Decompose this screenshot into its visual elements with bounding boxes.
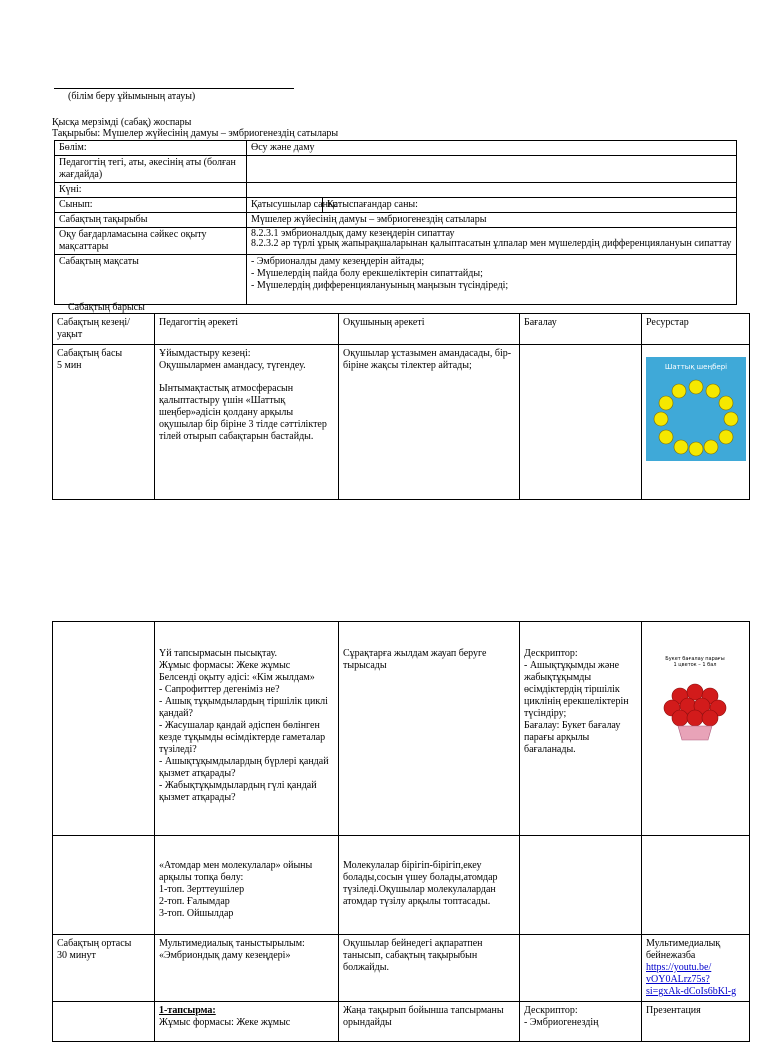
assessment-cell <box>520 1002 642 1042</box>
info-table <box>54 140 737 305</box>
resource-label: Мультимедиалық бейнежазба <box>646 938 721 961</box>
bouquet-caption: 1 цветок – 1 бал <box>673 662 717 668</box>
info-value <box>247 156 737 183</box>
teacher-line: Жұмыс формасы: Жеке жұмыс <box>159 1017 291 1028</box>
info-label: Сынып: <box>55 198 247 213</box>
goal-line: - Эмбрионалды даму кезеңдерін айтады; <box>251 256 425 267</box>
teacher-line: - Жабықтұқымдылардың гүлі қандай қызмет атқарады? <box>159 780 317 803</box>
org-caption: (білім беру ұйымының атауы) <box>68 91 196 102</box>
lesson-table-continued <box>52 621 750 1042</box>
assessment-line: Бағалау: Букет бағалау парағы арқылы бағаланады. <box>524 720 621 755</box>
info-value: Өсу және даму <box>247 141 737 156</box>
stage-cell <box>53 836 155 935</box>
info-label: Сабақтың тақырыбы <box>55 213 247 228</box>
stage-cell <box>53 1002 155 1042</box>
teacher-cell <box>155 935 339 1002</box>
lesson-table <box>52 313 750 500</box>
table-row <box>53 622 750 836</box>
table-row <box>55 255 737 305</box>
teacher-line: 2-топ. Ғалымдар <box>159 896 230 907</box>
resource-cell <box>642 1002 750 1042</box>
header-stage: Сабақтың кезеңі/ уақыт <box>53 314 155 345</box>
student-cell <box>339 1002 520 1042</box>
table-row <box>53 345 750 500</box>
student-cell <box>339 935 520 1002</box>
info-label: Оқу бағдарламасына сәйкес оқыту мақсаттары <box>55 228 247 255</box>
header-student: Оқушының әрекеті <box>339 314 520 345</box>
teacher-line: 1-топ. Зерттеушілер <box>159 884 245 895</box>
objective-line: 8.2.3.2 әр түрлі ұрық жапырақшаларынан қалыптасатын ұлпалар мен мүшелердің дифференциялануын сипаттау <box>251 238 732 249</box>
video-link[interactable]: https://youtu.be/ <box>646 962 712 973</box>
table-row <box>55 141 737 156</box>
goal-line: - Мүшелердің пайда болу ерекшеліктерін сипаттайды; <box>251 268 483 279</box>
teacher-line: Ұйымдастыру кезеңі: <box>159 348 251 359</box>
header-teacher: Педагогтің әрекеті <box>155 314 339 345</box>
teacher-line <box>159 372 334 383</box>
assessment-cell <box>520 622 642 836</box>
assessment-line: Дескриптор: <box>524 648 578 659</box>
objective-line: 8.2.3.1 эмбрионалдық даму кезеңдерін сипаттау <box>251 228 455 239</box>
student-line: Жаңа тақырып бойынша тапсырманы орындайды <box>343 1005 504 1028</box>
teacher-line: Оқушылармен амандасу, түгендеу. <box>159 360 306 371</box>
resource-cell <box>642 345 750 500</box>
teacher-line: Үй тапсырмасын пысықтау. <box>159 648 277 659</box>
table-row <box>55 213 737 228</box>
stage-cell <box>53 345 155 500</box>
rose-bouquet-icon <box>650 674 740 754</box>
teacher-line: «Атомдар мен молекулалар» ойыны арқылы топқа бөлу: <box>159 860 313 883</box>
teacher-line: - Ашықтұқымдылардың бүрлері қандай қызмет атқарады? <box>159 756 329 779</box>
stage-cell <box>53 622 155 836</box>
info-label: Бөлім: <box>55 141 247 156</box>
table-row <box>55 228 737 255</box>
stage-time: 30 минут <box>57 950 96 961</box>
teacher-line: - Ашық тұқымдылардың тіршілік циклі қандай? <box>159 696 328 719</box>
present-count: Қатысушылар саны: <box>247 198 323 213</box>
learning-objectives <box>247 228 737 255</box>
student-cell <box>339 345 520 500</box>
assessment-cell <box>520 836 642 935</box>
student-cell <box>339 622 520 836</box>
teacher-cell <box>155 836 339 935</box>
assessment-line: - Эмбриогенездің <box>524 1017 599 1028</box>
info-value: Мүшелер жүйесінің дамуы – эмбриогенездің сатылары <box>247 213 737 228</box>
smiley-ring-icon <box>646 357 746 461</box>
teacher-line: 3-топ. Ойшылдар <box>159 908 234 919</box>
stage-time: 5 мин <box>57 360 82 371</box>
teacher-line: Жұмыс формасы: Жеке жұмыс <box>159 660 291 671</box>
assessment-cell <box>520 345 642 500</box>
table-row <box>53 935 750 1002</box>
info-label: Педагогтің тегі, аты, әкесінің аты (болған жағдайда) <box>55 156 247 183</box>
bouquet-caption: Букет бағалау парағы <box>665 656 725 662</box>
bouquet-image <box>650 656 740 756</box>
header-resources: Ресурстар <box>642 314 750 345</box>
resource-cell <box>642 622 750 836</box>
absent-count: Қатыспағандар саны: <box>323 198 737 213</box>
table-row <box>55 156 737 183</box>
assessment-line: Дескриптор: <box>524 1005 578 1016</box>
video-link[interactable]: si=gxAk-dCoIs6bKl-g <box>646 986 737 997</box>
teacher-line: - Сапрофиттер дегеніміз не? <box>159 684 280 695</box>
student-line: Сұрақтарға жылдам жауап беруге тырысады <box>343 648 487 671</box>
info-label: Сабақтың мақсаты <box>55 255 247 305</box>
header-assessment: Бағалау <box>520 314 642 345</box>
stage-name: Сабақтың ортасы <box>57 938 132 949</box>
teacher-line: Ынтымақтастық атмосферасын қалыптастыру үшін «Шаттық шеңбер»әдісін қолдану арқылы оқушылар бір біріне 3 тілде сәттіліктер тілей отырып сабақтарын бастайды. <box>159 383 327 442</box>
goal-line: - Мүшелердің дифференциялануының маңызын түсіндіреді; <box>251 280 509 291</box>
assessment-cell <box>520 935 642 1002</box>
student-line: Оқушылар ұстазымен амандасады, бір-біріне жақсы тілектер айтады; <box>343 348 512 371</box>
image-title: Шаттық шеңбері <box>664 363 728 371</box>
teacher-line: - Жасушалар қандай әдіспен бөлінген кезде тұқымды өсімдіктерде гаметалар түзіледі? <box>159 720 326 755</box>
stage-cell <box>53 935 155 1002</box>
lesson-progress-title: Сабақтың барысы <box>68 302 145 313</box>
happy-circle-image <box>646 357 746 461</box>
student-line: Молекулалар бірігіп-бірігіп,екеу болады,сосын үшеу болады,атомдар түзіледі.Оқушылар молекулалардан атомдар түзілу арқылы топтасады. <box>343 860 498 907</box>
resource-cell <box>642 836 750 935</box>
topic-line: Тақырыбы: Мүшелер жүйесінің дамуы – эмбриогенездің сатылары <box>52 128 339 139</box>
teacher-cell <box>155 1002 339 1042</box>
teacher-cell <box>155 622 339 836</box>
stage-name: Сабақтың басы <box>57 348 123 359</box>
info-value <box>247 183 737 198</box>
table-header-row <box>53 314 750 345</box>
lesson-goals <box>247 255 737 305</box>
table-row <box>53 1002 750 1042</box>
task-title: 1-тапсырма: <box>159 1005 216 1016</box>
video-link[interactable]: vOY0ALrz75s? <box>646 974 710 985</box>
teacher-line: Белсенді оқыту әдісі: «Кім жылдам» <box>159 672 315 683</box>
teacher-cell <box>155 345 339 500</box>
teacher-line: Мультимедиалық таныстырылым: «Эмбриондық даму кезеңдері» <box>159 938 305 961</box>
resource-cell <box>642 935 750 1002</box>
org-name-underline <box>54 88 294 89</box>
assessment-line: - Ашықтұқымды және жабықтұқымды өсімдіктердің тіршілік циклінің ерекшеліктерін түсіндіру; <box>524 660 629 719</box>
plan-title: Қысқа мерзімді (сабақ) жоспары <box>52 117 192 128</box>
student-cell <box>339 836 520 935</box>
table-row <box>55 198 737 213</box>
table-row <box>53 836 750 935</box>
info-label: Күні: <box>55 183 247 198</box>
table-row <box>55 183 737 198</box>
student-line: Оқушылар бейнедегі ақпаратпен танысып, сабақтың тақырыбын болжайды. <box>343 938 483 973</box>
resource-label: Презентация <box>646 1005 701 1016</box>
